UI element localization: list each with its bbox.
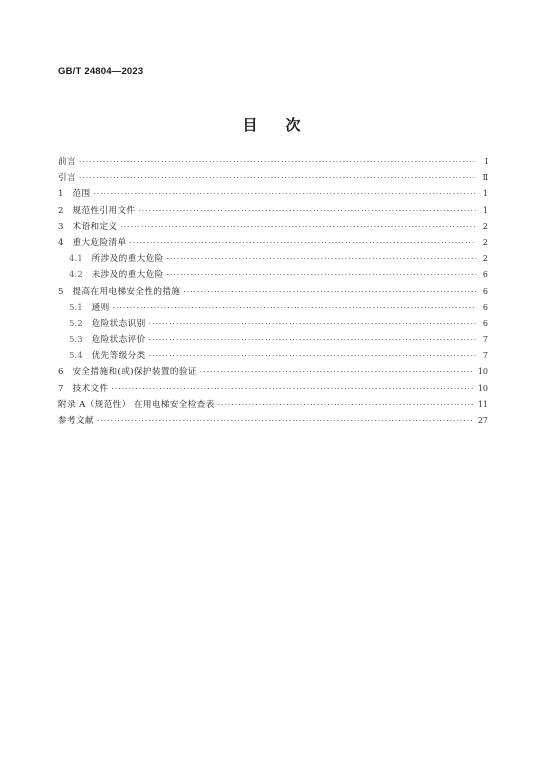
toc-entry-label: 重大危险清单 bbox=[72, 237, 127, 248]
toc-entry-page: 10 bbox=[477, 383, 488, 393]
toc-entry[interactable] bbox=[58, 316, 488, 332]
toc-leader-dots bbox=[93, 186, 476, 202]
title-part-2: 次 bbox=[285, 116, 303, 134]
table-of-contents bbox=[58, 154, 488, 429]
toc-leader-dots bbox=[149, 348, 476, 364]
toc-leader-dots bbox=[79, 154, 476, 170]
toc-entry[interactable] bbox=[58, 381, 488, 397]
page-title bbox=[0, 114, 545, 135]
toc-entry-page: 6 bbox=[482, 270, 488, 280]
toc-leader-dots bbox=[200, 364, 474, 380]
toc-entry-label: 范围 bbox=[72, 189, 91, 200]
toc-entry-page: 7 bbox=[482, 335, 488, 345]
toc-entry[interactable] bbox=[58, 170, 488, 186]
toc-entry-label: 术语和定义 bbox=[72, 221, 118, 232]
toc-entry[interactable] bbox=[58, 267, 488, 283]
toc-entry-page: 2 bbox=[482, 221, 488, 231]
toc-entry-number: 1 bbox=[58, 189, 64, 200]
toc-entry-label: 附录 A（规范性） 在用电梯安全检查表 bbox=[58, 399, 215, 410]
toc-entry[interactable] bbox=[58, 413, 488, 429]
standard-number: GB/T 24804—2023 bbox=[58, 66, 144, 77]
toc-entry-page: Ⅱ bbox=[482, 173, 488, 183]
toc-leader-dots bbox=[149, 316, 476, 332]
toc-entry[interactable] bbox=[58, 364, 488, 380]
toc-leader-dots bbox=[111, 381, 473, 397]
toc-entry-number: 2 bbox=[58, 205, 64, 216]
toc-entry-label: 技术文件 bbox=[72, 383, 109, 394]
title-part-1: 目 bbox=[242, 116, 260, 134]
toc-entry[interactable] bbox=[58, 154, 488, 170]
toc-entry-label: 危险状态评价 bbox=[91, 335, 146, 346]
toc-leader-dots bbox=[97, 413, 474, 429]
toc-entry-page: 6 bbox=[482, 286, 488, 296]
toc-entry-page: 1 bbox=[482, 205, 488, 215]
toc-leader-dots bbox=[218, 397, 474, 413]
toc-entry-page: 2 bbox=[482, 254, 488, 264]
toc-entry-page: Ⅰ bbox=[484, 157, 488, 166]
toc-entry-page: 1 bbox=[482, 189, 488, 199]
toc-entry-label: 规范性引用文件 bbox=[72, 205, 136, 216]
toc-entry[interactable] bbox=[58, 235, 488, 251]
toc-entry-label: 安全措施和(或)保护装置的验证 bbox=[72, 367, 197, 378]
toc-entry[interactable] bbox=[58, 251, 488, 267]
toc-entry[interactable] bbox=[58, 348, 488, 364]
toc-leader-dots bbox=[167, 251, 476, 267]
toc-entry-page: 6 bbox=[482, 318, 488, 328]
toc-entry[interactable] bbox=[58, 397, 488, 413]
toc-leader-dots bbox=[183, 284, 476, 300]
toc-entry-page: 27 bbox=[477, 416, 488, 425]
toc-entry[interactable] bbox=[58, 186, 488, 202]
toc-leader-dots bbox=[167, 267, 476, 283]
toc-leader-dots bbox=[79, 170, 476, 186]
toc-entry-number: 5.2 bbox=[69, 318, 83, 329]
toc-leader-dots bbox=[120, 219, 476, 235]
toc-leader-dots bbox=[149, 332, 476, 348]
toc-entry-number: 4 bbox=[58, 237, 64, 248]
toc-entry-number: 4.1 bbox=[69, 254, 83, 265]
toc-entry-page: 11 bbox=[477, 399, 488, 409]
toc-entry-number: 5.3 bbox=[69, 335, 83, 346]
toc-entry-label: 通则 bbox=[91, 302, 110, 313]
toc-entry-label: 前言 bbox=[58, 157, 76, 167]
toc-entry-number: 5 bbox=[58, 286, 64, 297]
toc-entry[interactable] bbox=[58, 219, 488, 235]
toc-entry-number: 5.4 bbox=[69, 351, 83, 362]
toc-entry-number: 7 bbox=[58, 383, 64, 394]
toc-entry-number: 6 bbox=[58, 367, 64, 378]
toc-entry-label: 所涉及的重大危险 bbox=[91, 254, 164, 265]
toc-entry[interactable] bbox=[58, 203, 488, 219]
toc-entry-label: 未涉及的重大危险 bbox=[91, 270, 164, 281]
toc-entry[interactable] bbox=[58, 300, 488, 316]
toc-entry-label: 引言 bbox=[58, 173, 76, 184]
toc-entry-page: 10 bbox=[477, 367, 488, 377]
toc-leader-dots bbox=[138, 203, 476, 219]
toc-entry-number: 3 bbox=[58, 221, 64, 232]
toc-entry-number: 4.2 bbox=[69, 270, 83, 281]
toc-entry[interactable] bbox=[58, 284, 488, 300]
toc-entry-label: 提高在用电梯安全性的措施 bbox=[72, 286, 181, 297]
toc-entry-page: 7 bbox=[482, 351, 488, 361]
toc-entry-page: 2 bbox=[482, 237, 488, 247]
toc-entry-page: 6 bbox=[482, 302, 488, 312]
toc-entry-label: 参考文献 bbox=[58, 416, 94, 426]
toc-entry[interactable] bbox=[58, 332, 488, 348]
toc-entry-label: 优先等级分类 bbox=[91, 351, 146, 362]
toc-entry-number: 5.1 bbox=[69, 302, 83, 313]
toc-entry-label: 危险状态识别 bbox=[91, 318, 146, 329]
toc-leader-dots bbox=[129, 235, 476, 251]
toc-leader-dots bbox=[113, 300, 476, 316]
